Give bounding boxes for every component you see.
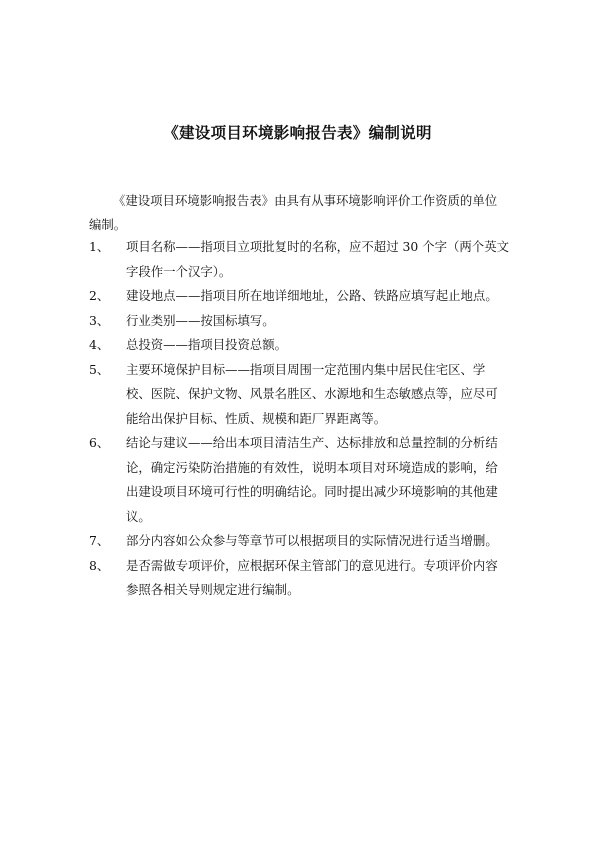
item-number: 3、 bbox=[89, 312, 110, 328]
list-item bbox=[89, 431, 509, 529]
list-item bbox=[89, 554, 509, 603]
item-number: 8、 bbox=[89, 557, 110, 573]
item-text: 总投资——指项目投资总额。 bbox=[126, 337, 288, 352]
item-text: 结论与建议——给出本项目清洁生产、达标排放和总量控制的分析结论，确定污染防治措施的有效性，说明本项目对环境造成的影响，给出建设项目环境可行性的明确结论。同时提出减少环境影响的其他建议。 bbox=[126, 435, 498, 524]
item-number: 7、 bbox=[89, 533, 110, 548]
item-number: 2、 bbox=[89, 288, 110, 303]
list-item bbox=[89, 309, 509, 334]
item-number: 4、 bbox=[89, 337, 110, 352]
item-text: 是否需做专项评价，应根据环保主管部门的意见进行。专项评价内容参照各相关导则规定进行编制。 bbox=[126, 557, 498, 597]
list-item bbox=[89, 529, 509, 554]
intro-paragraph: 《建设项目环境影响报告表》由具有从事环境影响评价工作资质的单位编制。 bbox=[89, 193, 498, 232]
item-text: 项目名称——指项目立项批复时的名称，应不超过 30 个字（两个英文字段作一个汉字）。 bbox=[126, 239, 509, 279]
item-number: 6、 bbox=[89, 435, 110, 450]
item-number: 5、 bbox=[89, 361, 110, 377]
list-item bbox=[89, 235, 509, 284]
list-item bbox=[89, 358, 509, 432]
item-text: 建设地点——指项目所在地详细地址，公路、铁路应填写起止地点。 bbox=[126, 288, 498, 303]
item-text: 行业类别——按国标填写。 bbox=[126, 312, 275, 328]
item-text: 主要环境保护目标——指项目周围一定范围内集中居民住宅区、学校、医院、保护文物、风景名胜区、水源地和生态敏感点等，应尽可能给出保护目标、性质、规模和距厂界距离等。 bbox=[126, 361, 498, 426]
instruction-list bbox=[89, 235, 509, 603]
document-title: 《建设项目环境影响报告表》编制说明 bbox=[163, 124, 432, 142]
item-text: 部分内容如公众参与等章节可以根据项目的实际情况进行适当增删。 bbox=[126, 533, 498, 548]
item-number: 1、 bbox=[89, 239, 110, 254]
list-item bbox=[89, 284, 509, 309]
list-item bbox=[89, 333, 509, 358]
